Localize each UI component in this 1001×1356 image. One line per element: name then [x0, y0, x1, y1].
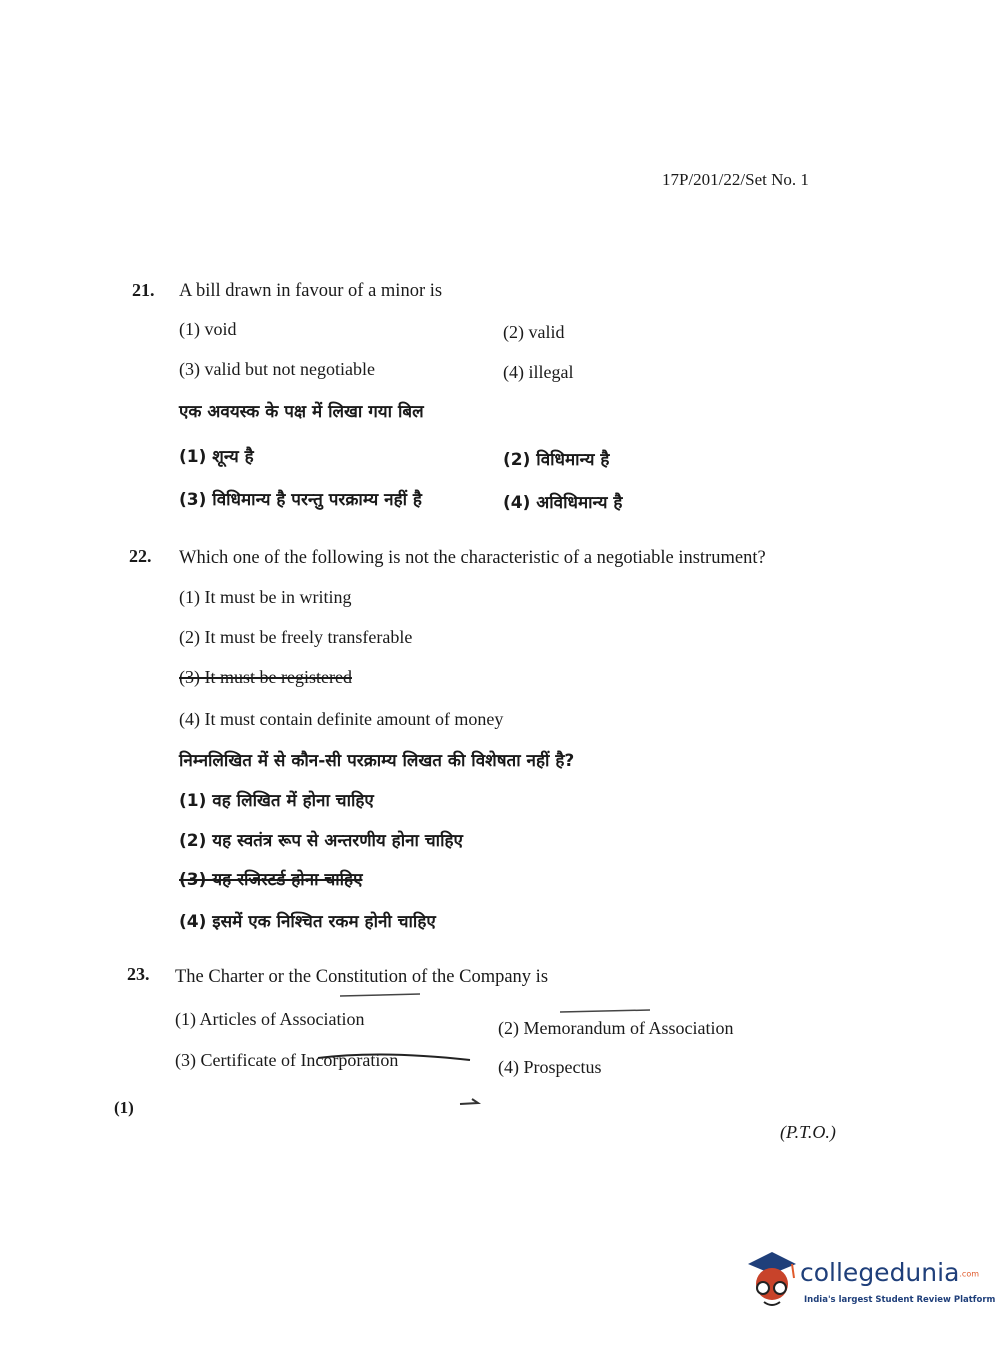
- q23-option-2: (2) Memorandum of Association: [498, 1018, 734, 1038]
- pto-note: (P.T.O.): [780, 1122, 836, 1142]
- q21-hindi-option-1: (1) शून्य है: [179, 447, 254, 467]
- q22-option-4: (4) It must contain definite amount of money: [179, 709, 504, 729]
- q23-option-3: (3) Certificate of Incorporation: [175, 1050, 399, 1070]
- q23-option-4: (4) Prospectus: [498, 1057, 602, 1077]
- q21-hindi-option-3: (3) विधिमान्य है परन्तु परक्राम्य नहीं है: [179, 490, 422, 510]
- logo-brand: collegedunia.com: [800, 1258, 980, 1287]
- question-number-23: 23.: [127, 964, 150, 984]
- q22-hindi-option-2: (2) यह स्वतंत्र रूप से अन्तरणीय होना चाहिए: [179, 831, 463, 851]
- question-text-22: Which one of the following is not the characteristic of a negotiable instrument?: [179, 548, 766, 568]
- q21-hindi-option-2: (2) विधिमान्य है: [503, 450, 610, 470]
- q22-hindi-option-1: (1) वह लिखित में होना चाहिए: [179, 791, 374, 811]
- q21-hindi-text: एक अवयस्क के पक्ष में लिखा गया बिल: [179, 402, 424, 422]
- mascot-icon: [742, 1250, 800, 1314]
- q22-hindi-text: निम्नलिखित में से कौन-सी परक्राम्य लिखत की विशेषता नहीं है?: [179, 751, 575, 771]
- q21-option-1: (1) void: [179, 319, 237, 339]
- question-number-21: 21.: [132, 280, 155, 300]
- q23-option-1: (1) Articles of Association: [175, 1009, 365, 1029]
- q22-option-2: (2) It must be freely transferable: [179, 627, 413, 647]
- q22-hindi-option-4: (4) इसमें एक निश्चित रकम होनी चाहिए: [179, 912, 436, 932]
- q22-option-1: (1) It must be in writing: [179, 587, 352, 607]
- q22-option-3: (3) It must be registered: [179, 667, 352, 687]
- question-text-23: The Charter or the Constitution of the Company is: [175, 967, 549, 987]
- page-number: (1): [114, 1098, 134, 1117]
- question-text-21: A bill drawn in favour of a minor is: [179, 281, 443, 301]
- paper-code: 17P/201/22/Set No. 1: [662, 170, 809, 189]
- logo-tagline: India's largest Student Review Platform: [804, 1295, 996, 1305]
- q21-option-4: (4) illegal: [503, 362, 574, 382]
- q22-hindi-option-3: (3) यह रजिस्टर्ड होना चाहिए: [179, 870, 363, 890]
- q21-hindi-option-4: (4) अविधिमान्य है: [503, 493, 623, 513]
- q21-option-3: (3) valid but not negotiable: [179, 359, 375, 379]
- collegedunia-logo: [742, 1250, 996, 1314]
- q21-option-2: (2) valid: [503, 322, 565, 342]
- question-number-22: 22.: [129, 546, 152, 566]
